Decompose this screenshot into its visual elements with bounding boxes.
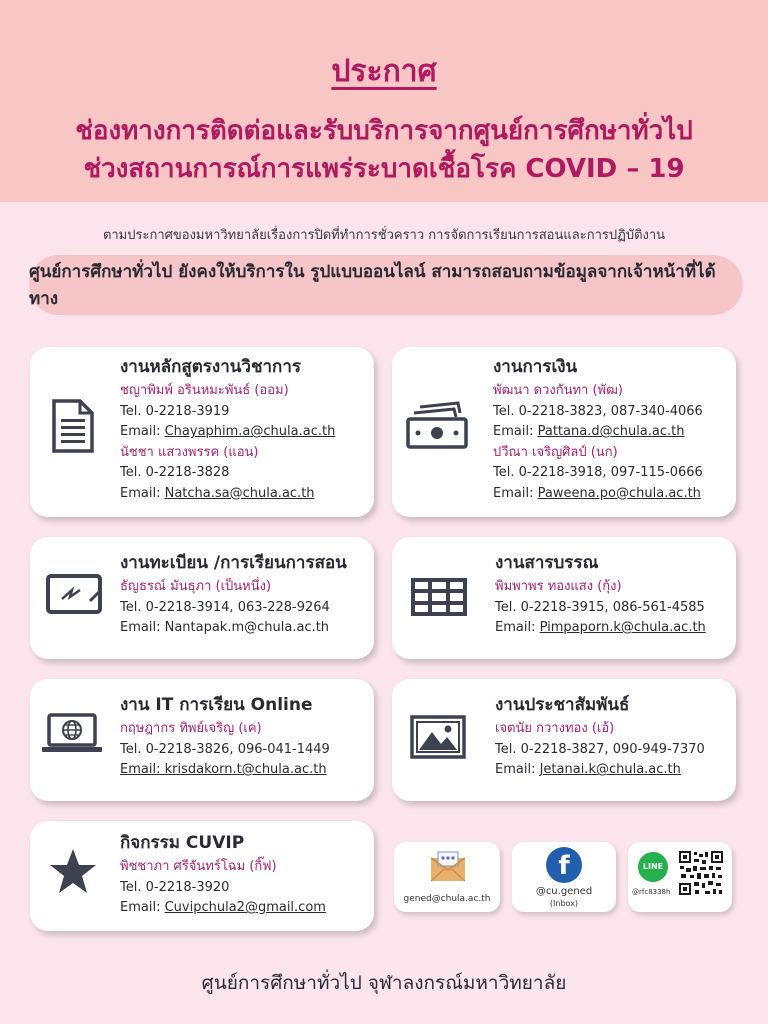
contact-name: พิชชาภา ศรีจันทร์โฉม (กิ๊ฟ) (120, 859, 277, 874)
contact-phone: Tel. 0-2218-3915, 086-561-4585 (495, 599, 705, 615)
card-curriculum (30, 347, 374, 517)
email-link[interactable]: Pattana.d@chula.ac.th (537, 424, 685, 439)
tablet-icon (46, 573, 104, 619)
card-registration (30, 537, 374, 659)
header-band (0, 0, 768, 202)
email-link[interactable]: Nantapak.m@chula.ac.th (164, 620, 330, 635)
card-title: งานประชาสัมพันธ์ (495, 695, 630, 715)
footer-text: ศูนย์การศึกษาทั่วไป จุฬาลงกรณ์มหาวิทยาลัย (201, 972, 567, 994)
email-link[interactable]: Paweena.po@chula.ac.th (537, 485, 701, 501)
card-it-online (30, 679, 374, 801)
card-title: งานสารบรรณ (495, 553, 599, 573)
facebook-contact-box[interactable] (512, 842, 616, 912)
notice-text: ตามประกาศของมหาวิทยาลัยเรื่องการปิดที่ทำการชั่วคราว การจัดการเรียนการสอนและการปฏิบัติงาน (102, 228, 666, 243)
qr-code-icon (678, 850, 724, 900)
card-library (392, 537, 736, 659)
email-address[interactable]: gened@chula.ac.th (403, 894, 491, 904)
facebook-handle[interactable]: @cu.gened (535, 886, 593, 897)
laptop-globe-icon (40, 713, 104, 759)
email-link[interactable]: Pimpaporn.k@chula.ac.th (539, 620, 706, 635)
email-label: Email: (120, 424, 165, 439)
star-icon (48, 847, 98, 899)
announcement-subtitle-line1: ช่องทางการติดต่อและรับบริการจากศูนย์การศึกษาทั่วไป (75, 116, 693, 146)
email-label: Email: (120, 900, 165, 915)
email-link[interactable]: Jetanai.k@chula.ac.th (539, 762, 681, 777)
email-link[interactable]: krisdakorn.t@chula.ac.th (164, 762, 327, 777)
email-link[interactable]: Cuvipchula2@gmail.com (164, 900, 326, 915)
contact-phone: Tel. 0-2218-3823, 087-340-4066 (493, 403, 703, 419)
contact-phone: Tel. 0-2218-3827, 090-949-7370 (495, 741, 705, 757)
document-icon (52, 399, 94, 457)
contact-name: ปวีณา เจริญศิลป์ (นก) (493, 444, 618, 460)
line-contact-box[interactable] (628, 842, 732, 912)
email-link[interactable]: Chayaphim.a@chula.ac.th (164, 424, 336, 439)
email-contact-box[interactable] (394, 842, 500, 912)
email-link[interactable]: Natcha.sa@chula.ac.th (164, 485, 315, 501)
card-cuvip (30, 821, 374, 931)
contact-phone: Tel. 0-2218-3920 (120, 879, 230, 895)
card-finance (392, 347, 736, 517)
email-label: Email: (495, 762, 540, 777)
card-title: งานทะเบียน /การเรียนการสอน (120, 553, 347, 573)
email-label: Email: (120, 485, 165, 501)
email-label: Email: (495, 620, 540, 635)
contact-name: นัชชา แสวงพรรค (แอน) (120, 444, 259, 460)
announcement-title: ประกาศ (331, 54, 437, 89)
facebook-note: (Inbox) (549, 899, 579, 908)
contact-phone: Tel. 0-2218-3826, 096-041-1449 (120, 741, 330, 757)
contact-phone: Tel. 0-2218-3828 (120, 465, 230, 480)
contact-name: ธัญธรณ์ มันธุภา (เป็นหนึ่ง) (120, 579, 272, 594)
announcement-subtitle-line2: ช่วงสถานการณ์การแพร่ระบาดเชื้อโรค COVID – 19 (83, 154, 685, 184)
email-label: Email: (493, 485, 538, 501)
contact-phone: Tel. 0-2218-3919 (120, 403, 230, 419)
email-label: Email: (120, 762, 165, 777)
contact-phone: Tel. 0-2218-3918, 097-115-0666 (493, 465, 703, 480)
image-icon (410, 715, 466, 763)
card-title: กิจกรรม CUVIP (120, 833, 245, 853)
contact-name: ชญาพิมพ์ อรินหมะพันธ์ (ออม) (120, 383, 289, 398)
email-label: Email: (120, 620, 165, 635)
card-title: งาน IT การเรียน Online (120, 695, 313, 715)
card-title: งานการเงิน (493, 357, 578, 377)
contact-phone: Tel. 0-2218-3914, 063-228-9264 (120, 599, 330, 615)
card-title: งานหลักสูตรงานวิชาการ (120, 357, 301, 377)
money-icon (406, 401, 468, 453)
service-banner: ศูนย์การศึกษาทั่วไป ยังคงให้บริการใน รูปแบบออนไลน์ สามารถสอบถามข้อมูลจากเจ้าหน้าที่ได้ทาง (29, 255, 743, 315)
line-id[interactable]: @rfc8338h (632, 888, 671, 896)
contact-name: กฤษฎากร ทิพย์เจริญ (เค) (120, 721, 262, 736)
contact-name: พิมพาพร ทองแสง (กุ้ง) (495, 579, 622, 594)
contact-name: พัฒนา ดวงกันทา (พัฒ) (493, 383, 623, 398)
grid-icon (410, 577, 468, 621)
card-public-relations (392, 679, 736, 801)
facebook-icon: f (546, 847, 582, 883)
line-icon: LINE (638, 852, 668, 882)
email-label: Email: (493, 424, 538, 439)
envelope-icon (430, 850, 466, 886)
contact-name: เจตนัย กวางทอง (เอ้) (495, 721, 615, 736)
